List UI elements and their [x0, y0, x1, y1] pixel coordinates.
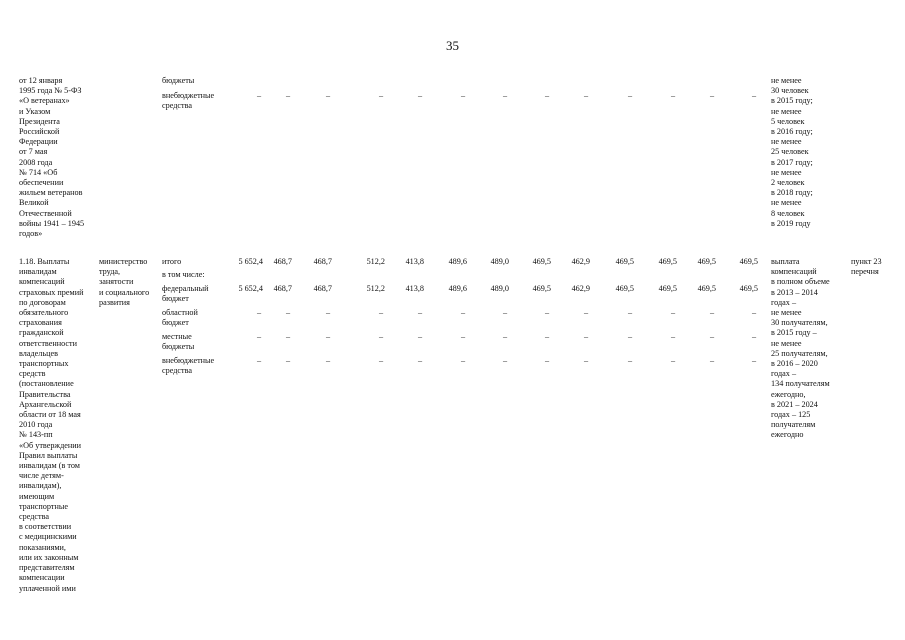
row-a-dash-11: –	[670, 91, 676, 100]
row-b-dash-1-5: –	[417, 308, 423, 317]
row-b-federal-value-7: 489,0	[490, 284, 509, 293]
row-b-dash-3-5: –	[417, 356, 423, 365]
row-b-total-value-7: 489,0	[490, 257, 509, 266]
row-b-federal-value-13: 469,5	[739, 284, 758, 293]
row-b-federal-value-4: 512,2	[366, 284, 385, 293]
row-b-executor: министерство труда, занятости и социального развития	[99, 257, 150, 307]
row-b-dash-1-7: –	[502, 308, 508, 317]
row-b-dash-2-5: –	[417, 332, 423, 341]
row-a-basis: от 12 января 1995 года № 5-ФЗ «О ветеранах» и Указом Президента Российской Федерации от 7 мая 2008 года № 714 «Об обеспечении жильем ветеранов Великой Отечественной войны 1941 – 1945 годов»	[19, 76, 85, 239]
row-b-dash-1-11: –	[670, 308, 676, 317]
row-b-dash-2-11: –	[670, 332, 676, 341]
row-b-dash-2-4: –	[378, 332, 384, 341]
row-b-dash-3-3: –	[325, 356, 331, 365]
row-b-total-value-6: 489,6	[448, 257, 467, 266]
row-b-dash-1-12: –	[709, 308, 715, 317]
row-b-dash-2-10: –	[627, 332, 633, 341]
row-b-total-value-8: 469,5	[532, 257, 551, 266]
row-b-dash-1-8: –	[544, 308, 550, 317]
row-b-total-value-4: 512,2	[366, 257, 385, 266]
row-b-dash-3-12: –	[709, 356, 715, 365]
row-a-dash-4: –	[378, 91, 384, 100]
row-b-total-value-11: 469,5	[658, 257, 677, 266]
row-a-dash-13: –	[751, 91, 757, 100]
row-a-dash-7: –	[502, 91, 508, 100]
row-a-indicator: не менее 30 человек в 2015 году; не менее 5 человек в 2016 году; не менее 25 человек в 2017 году; не менее 2 человек в 2018 году; не менее 8 человек в 2019 году	[771, 76, 813, 228]
row-b-dash-1-4: –	[378, 308, 384, 317]
row-a-dash-3: –	[325, 91, 331, 100]
row-b-dash-2-2: –	[285, 332, 291, 341]
row-a-dash-12: –	[709, 91, 715, 100]
row-b-dash-3-8: –	[544, 356, 550, 365]
row-a-source-extrabudget: внебюджетные средства	[162, 91, 215, 111]
row-b-source-extrabudget: внебюджетные средства	[162, 356, 215, 376]
row-b-federal-value-10: 469,5	[615, 284, 634, 293]
row-b-dash-3-2: –	[285, 356, 291, 365]
row-b-dash-2-7: –	[502, 332, 508, 341]
row-b-dash-1-2: –	[285, 308, 291, 317]
row-b-dash-3-6: –	[460, 356, 466, 365]
row-b-dash-3-4: –	[378, 356, 384, 365]
row-a-dash-10: –	[627, 91, 633, 100]
row-b-source-regional: областной бюджет	[162, 308, 198, 328]
row-b-reference: пункт 23 перечня	[851, 257, 882, 277]
row-b-total-value-5: 413,8	[405, 257, 424, 266]
row-b-dash-2-3: –	[325, 332, 331, 341]
row-b-dash-1-10: –	[627, 308, 633, 317]
row-b-federal-value-12: 469,5	[697, 284, 716, 293]
row-b-dash-2-8: –	[544, 332, 550, 341]
row-b-total-value-13: 469,5	[739, 257, 758, 266]
row-a-dash-2: –	[285, 91, 291, 100]
row-b-federal-value-11: 469,5	[658, 284, 677, 293]
row-a-dash-6: –	[460, 91, 466, 100]
row-b-dash-2-12: –	[709, 332, 715, 341]
row-b-dash-3-7: –	[502, 356, 508, 365]
row-b-dash-2-13: –	[751, 332, 757, 341]
row-b-dash-2-1: –	[256, 332, 262, 341]
row-b-federal-value-5: 413,8	[405, 284, 424, 293]
row-b-total-value-12: 469,5	[697, 257, 716, 266]
row-b-total-value-1: 5 652,4	[238, 257, 263, 266]
row-b-federal-value-9: 462,9	[571, 284, 590, 293]
row-b-dash-3-11: –	[670, 356, 676, 365]
row-b-dash-3-9: –	[583, 356, 589, 365]
row-a-dash-9: –	[583, 91, 589, 100]
row-b-federal-value-3: 468,7	[313, 284, 332, 293]
row-b-total-value-9: 462,9	[571, 257, 590, 266]
row-b-dash-1-1: –	[256, 308, 262, 317]
row-a-dash-8: –	[544, 91, 550, 100]
row-b-dash-1-13: –	[751, 308, 757, 317]
row-b-source-federal: федеральный бюджет	[162, 284, 209, 304]
row-b-source-including: в том числе:	[162, 270, 205, 279]
row-a-dash-1: –	[256, 91, 262, 100]
row-b-federal-value-1: 5 652,4	[238, 284, 263, 293]
row-b-dash-3-13: –	[751, 356, 757, 365]
row-b-federal-value-8: 469,5	[532, 284, 551, 293]
row-b-source-local: местные бюджеты	[162, 332, 195, 352]
row-b-indicator: выплата компенсаций в полном объеме в 2013 – 2014 годах – не менее 30 получателям, в 2015 году – не менее 25 получателям, в 2016 – 2020 годах – 134 получателям ежегодно, в 2021 – 2024 годах – 125 получателям ежегодно	[771, 257, 830, 440]
row-b-dash-3-1: –	[256, 356, 262, 365]
row-b-dash-1-6: –	[460, 308, 466, 317]
row-a-source-budgets: бюджеты	[162, 76, 195, 85]
row-b-dash-1-3: –	[325, 308, 331, 317]
row-b-source-total: итого	[162, 257, 182, 266]
row-b-total-value-3: 468,7	[313, 257, 332, 266]
row-b-total-value-2: 468,7	[273, 257, 292, 266]
row-b-dash-3-10: –	[627, 356, 633, 365]
row-b-total-value-10: 469,5	[615, 257, 634, 266]
row-b-dash-2-6: –	[460, 332, 466, 341]
row-b-name: 1.18. Выплаты инвалидам компенсаций страховых премий по договорам обязательного страхования гражданской ответственности владельцев транспортных средств (постановление Правительства Архангельской области от 18 мая 2010 года № 143-пп «Об утверждении Правил выплаты инвалидам (в том числе детям- инвалидам), имеющим транспортные средства в соответствии с медицинскими показаниями, или их законным представителям компенсации уплаченной ими	[19, 257, 84, 593]
row-b-dash-1-9: –	[583, 308, 589, 317]
row-b-federal-value-6: 489,6	[448, 284, 467, 293]
row-b-dash-2-9: –	[583, 332, 589, 341]
row-a-dash-5: –	[417, 91, 423, 100]
page-number: 35	[446, 38, 459, 53]
row-b-federal-value-2: 468,7	[273, 284, 292, 293]
